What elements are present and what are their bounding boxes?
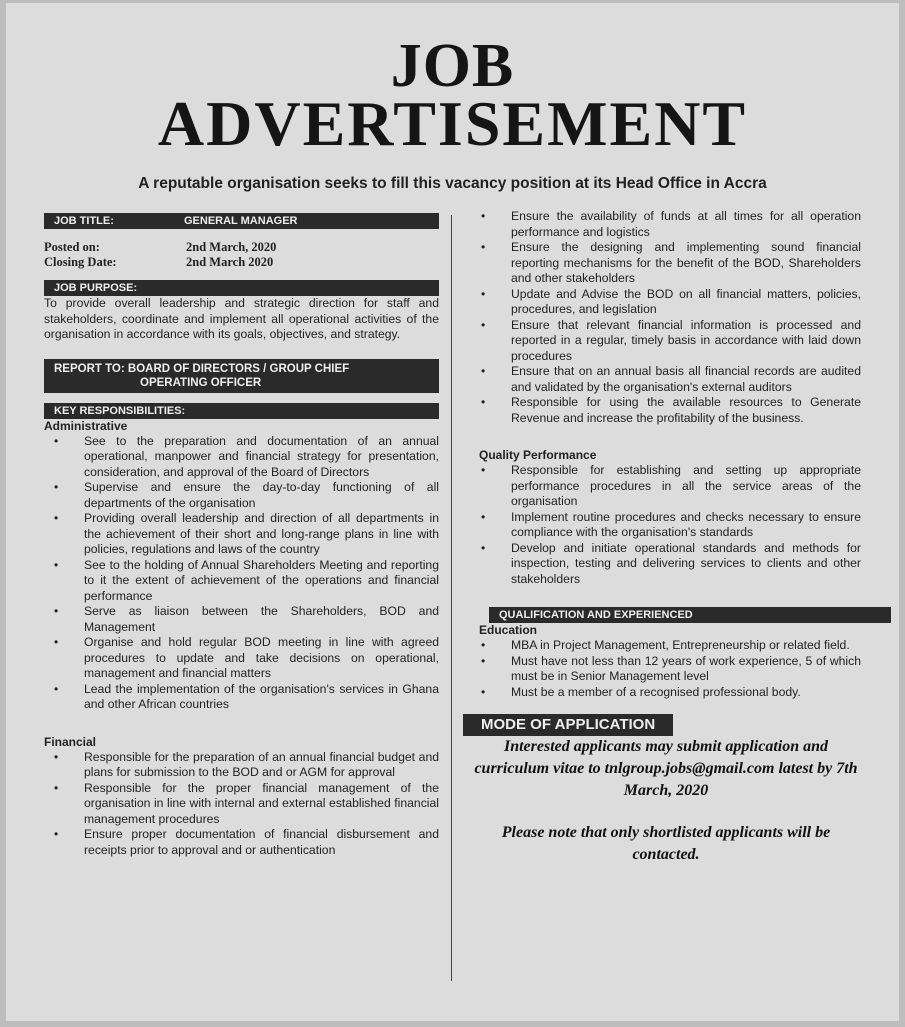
list-item: • Providing overall leadership and direction of all departments in the achievement of their short and long-range plans in line with policies, regulations and laws of the country: [44, 511, 439, 558]
mode-of-application-bar: MODE OF APPLICATION: [463, 714, 673, 736]
job-title-label: JOB TITLE:: [54, 215, 114, 227]
list-item: • Organise and hold regular BOD meeting in line with agreed procedures to update and take decisions on operational, management and financial matters: [44, 635, 439, 682]
column-divider: [451, 215, 452, 981]
list-item: • See to the preparation and documentation of an annual operational, manpower and financial strategy for presentation, consideration, and approval of the Board of Directors: [44, 434, 439, 481]
administrative-list: [44, 434, 439, 713]
list-item: • Responsible for the preparation of an annual financial budget and plans for submission to the BOD and or AGM for approval: [44, 750, 439, 781]
application-instructions: Interested applicants may submit application and curriculum vitae to tnlgroup.jobs@gmail.com latest by 7th March, 2020: [474, 738, 858, 799]
list-item: • Develop and initiate operational standards and methods for inspection, testing and delivering services to clients and other stakeholders: [471, 541, 861, 588]
key-responsibilities-bar: KEY RESPONSIBILITIES:: [44, 403, 439, 419]
closing-label: Closing Date:: [44, 255, 117, 269]
list-item: • MBA in Project Management, Entrepreneurship or related field.: [471, 638, 861, 654]
report-to-bar: [44, 359, 439, 393]
list-item: • Responsible for the proper financial management of the organisation in line with internal and external established financial management procedures: [44, 781, 439, 828]
job-title-value: GENERAL MANAGER: [184, 215, 298, 227]
subtitle: A reputable organisation seeks to fill this vacancy position at its Head Office in Accra: [138, 175, 767, 192]
qualification-bar: QUALIFICATION AND EXPERIENCED: [489, 607, 891, 623]
closing-value: 2nd March 2020: [186, 255, 274, 269]
list-item: • Ensure the designing and implementing sound financial reporting mechanisms for the benefit of the BOD, Shareholders and other stakeholders: [471, 240, 861, 287]
list-item: • See to the holding of Annual Shareholders Meeting and reporting to it the extent of achievement of the operations and financial performance: [44, 558, 439, 605]
administrative-heading: Administrative: [44, 418, 128, 433]
list-item: • Ensure that on an annual basis all financial records are audited and validated by the organisation's external auditors: [471, 364, 861, 395]
list-item: • Implement routine procedures and checks necessary to ensure compliance with the organisation's standards: [471, 510, 861, 541]
report-to-line1: REPORT TO: BOARD OF DIRECTORS / GROUP CHIEF: [54, 362, 350, 375]
financial-list: [44, 750, 439, 859]
posted-value: 2nd March, 2020: [186, 240, 277, 254]
headline-job: JOB: [390, 32, 515, 100]
posted-label: Posted on:: [44, 240, 100, 254]
left-column: [44, 213, 439, 858]
list-item: • Must be a member of a recognised professional body.: [471, 685, 861, 701]
job-purpose-bar: JOB PURPOSE:: [44, 280, 439, 296]
list-item: • Ensure proper documentation of financial disbursement and receipts prior to approval and or authentication: [44, 827, 439, 858]
job-title-bar: [44, 213, 439, 229]
quality-heading: Quality Performance: [479, 448, 597, 462]
right-column: [471, 209, 861, 866]
education-heading: Education: [479, 623, 538, 637]
closing-row: [44, 255, 439, 270]
headline-advertisement: ADVERTISEMENT: [157, 88, 748, 159]
list-item: • Supervise and ensure the day-to-day functioning of all departments of the organisation: [44, 480, 439, 511]
financial-heading: Financial: [44, 734, 97, 749]
posted-row: [44, 240, 439, 255]
list-item: • Serve as liaison between the Shareholders, BOD and Management: [44, 604, 439, 635]
report-to-line2: OPERATING OFFICER: [140, 376, 262, 389]
list-item: • Update and Advise the BOD on all financial matters, policies, procedures, and legislation: [471, 287, 861, 318]
job-advertisement-page: [6, 3, 899, 1021]
list-item: • Ensure that relevant financial information is processed and reported in a regular, timely basis in accordance with laid down procedures: [471, 318, 861, 365]
education-list: [471, 638, 861, 700]
list-item: • Responsible for using the available resources to Generate Revenue and increase the profitability of the business.: [471, 395, 861, 426]
shortlist-note: Please note that only shortlisted applicants will be contacted.: [501, 824, 831, 863]
list-item: • Must have not less than 12 years of work experience, 5 of which must be in Senior Management level: [471, 654, 861, 685]
job-purpose-text: To provide overall leadership and strategic direction for staff and stakeholders, coordinate and implement all operational activities of the organisation in accordance with its goals, objectives, and strategy.: [44, 296, 439, 341]
list-item: • Responsible for establishing and setting up appropriate performance procedures in all the service areas of the organisation: [471, 463, 861, 510]
financial-list-continued: [471, 209, 861, 426]
list-item: • Lead the implementation of the organisation's services in Ghana and other African countries: [44, 682, 439, 713]
list-item: • Ensure the availability of funds at all times for all operation performance and logistics: [471, 209, 861, 240]
quality-list: [471, 463, 861, 587]
